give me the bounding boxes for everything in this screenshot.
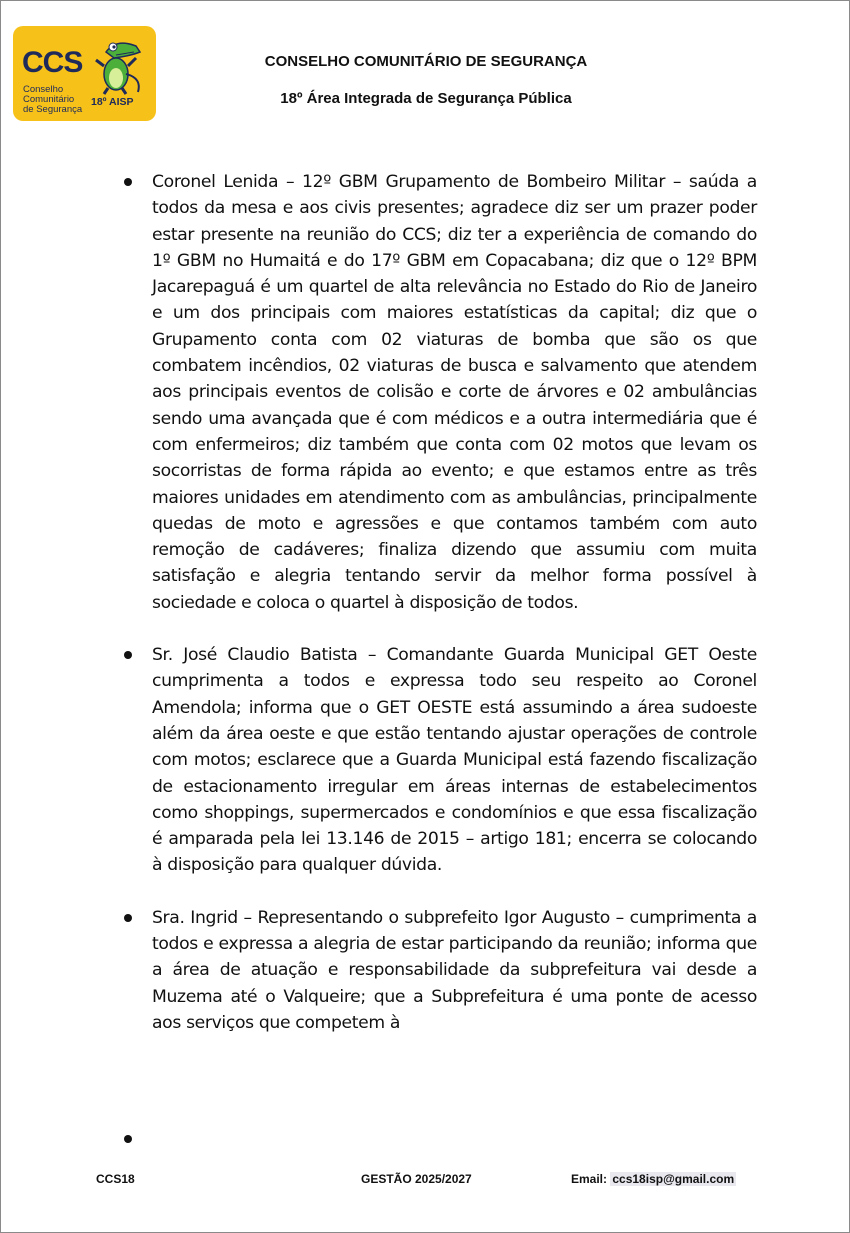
bullet-icon	[124, 651, 132, 659]
list-item	[121, 642, 757, 879]
header-subtitle: 18º Área Integrada de Segurança Pública	[280, 90, 572, 107]
footer-contact	[571, 1172, 736, 1186]
footer-management: GESTÃO 2025/2027	[361, 1172, 472, 1186]
list-item-text: Coronel Lenida – 12º GBM Grupamento de Bombeiro Militar – saúda a todos da mesa e aos civis presentes; agradece diz ser um prazer poder estar presente na reunião do CCS; diz ter a experiência de comando do 1º GBM no Humaitá e do 17º GBM em Copacabana; diz que o 12º BPM Jacarepaguá é um quartel de alta relevância no Estado do Rio de Janeiro e um dos principais com maiores estatísticas da capital; diz que o Grupamento conta com 02 viaturas de bomba que são os que combatem incêndios, 02 viaturas de busca e salvamento que atendem aos principais eventos de colisão e corte de árvores e 02 ambulâncias sendo uma avançada que é com médicos e a outra intermediária que é com enfermeiros; diz também que conta com 02 motos que levam os socorristas de forma rápida ao evento; e que estamos entre as três maiores unidades em atendimento com as ambulâncias, principalmente quedas de moto e agressões e que contamos também com auto remoção de cadáveres; finaliza dizendo que assumiu com muita satisfação e alegria tentando servir da melhor forma possível à sociedade e coloca o quartel à disposição de todos.	[152, 172, 757, 613]
footer-email-label: Email:	[571, 1172, 608, 1186]
footer-org: CCS18	[96, 1172, 135, 1186]
alligator-mascot-icon	[86, 34, 148, 96]
list-item	[121, 905, 757, 1036]
list-item	[121, 169, 757, 616]
bullet-icon	[124, 178, 132, 186]
logo-acronym: CCS	[22, 46, 83, 79]
empty-bullet-icon	[124, 1135, 132, 1143]
list-item-text: Sra. Ingrid – Representando o subprefeito Igor Augusto – cumprimenta a todos e expressa a alegria de estar participando da reunião; informa que a área de atuação e responsabilidade da subprefeitura vai desde a Muzema até o Valqueire; que a Subprefeitura é uma ponte de acesso aos serviços que competem à	[152, 907, 757, 1033]
bullet-icon	[124, 914, 132, 922]
logo-subtitle: Conselho Comunitário de Segurança	[23, 84, 83, 115]
ccs-logo	[13, 26, 156, 121]
header-title: CONSELHO COMUNITÁRIO DE SEGURANÇA	[264, 53, 588, 70]
list-item-text: Sr. José Claudio Batista – Comandante Guarda Municipal GET Oeste cumprimenta a todos e expressa todo seu respeito ao Coronel Amendola; informa que o GET OESTE está assumindo a área sudoeste além da área oeste e que estão tentando ajustar operações de controle com motos; esclarece que a Guarda Municipal está fazendo fiscalização de estacionamento irregular em áreas internas de estabelecimentos como shoppings, supermercados e condomínios e que essa fiscalização é amparada pela lei 13.146 de 2015 – artigo 181; encerra se colocando à disposição para qualquer dúvida.	[152, 645, 757, 876]
footer-email-link[interactable]: ccs18isp@gmail.com	[612, 1172, 735, 1186]
minutes-body	[121, 169, 757, 1036]
logo-aisp: 18º AISP	[91, 96, 134, 108]
